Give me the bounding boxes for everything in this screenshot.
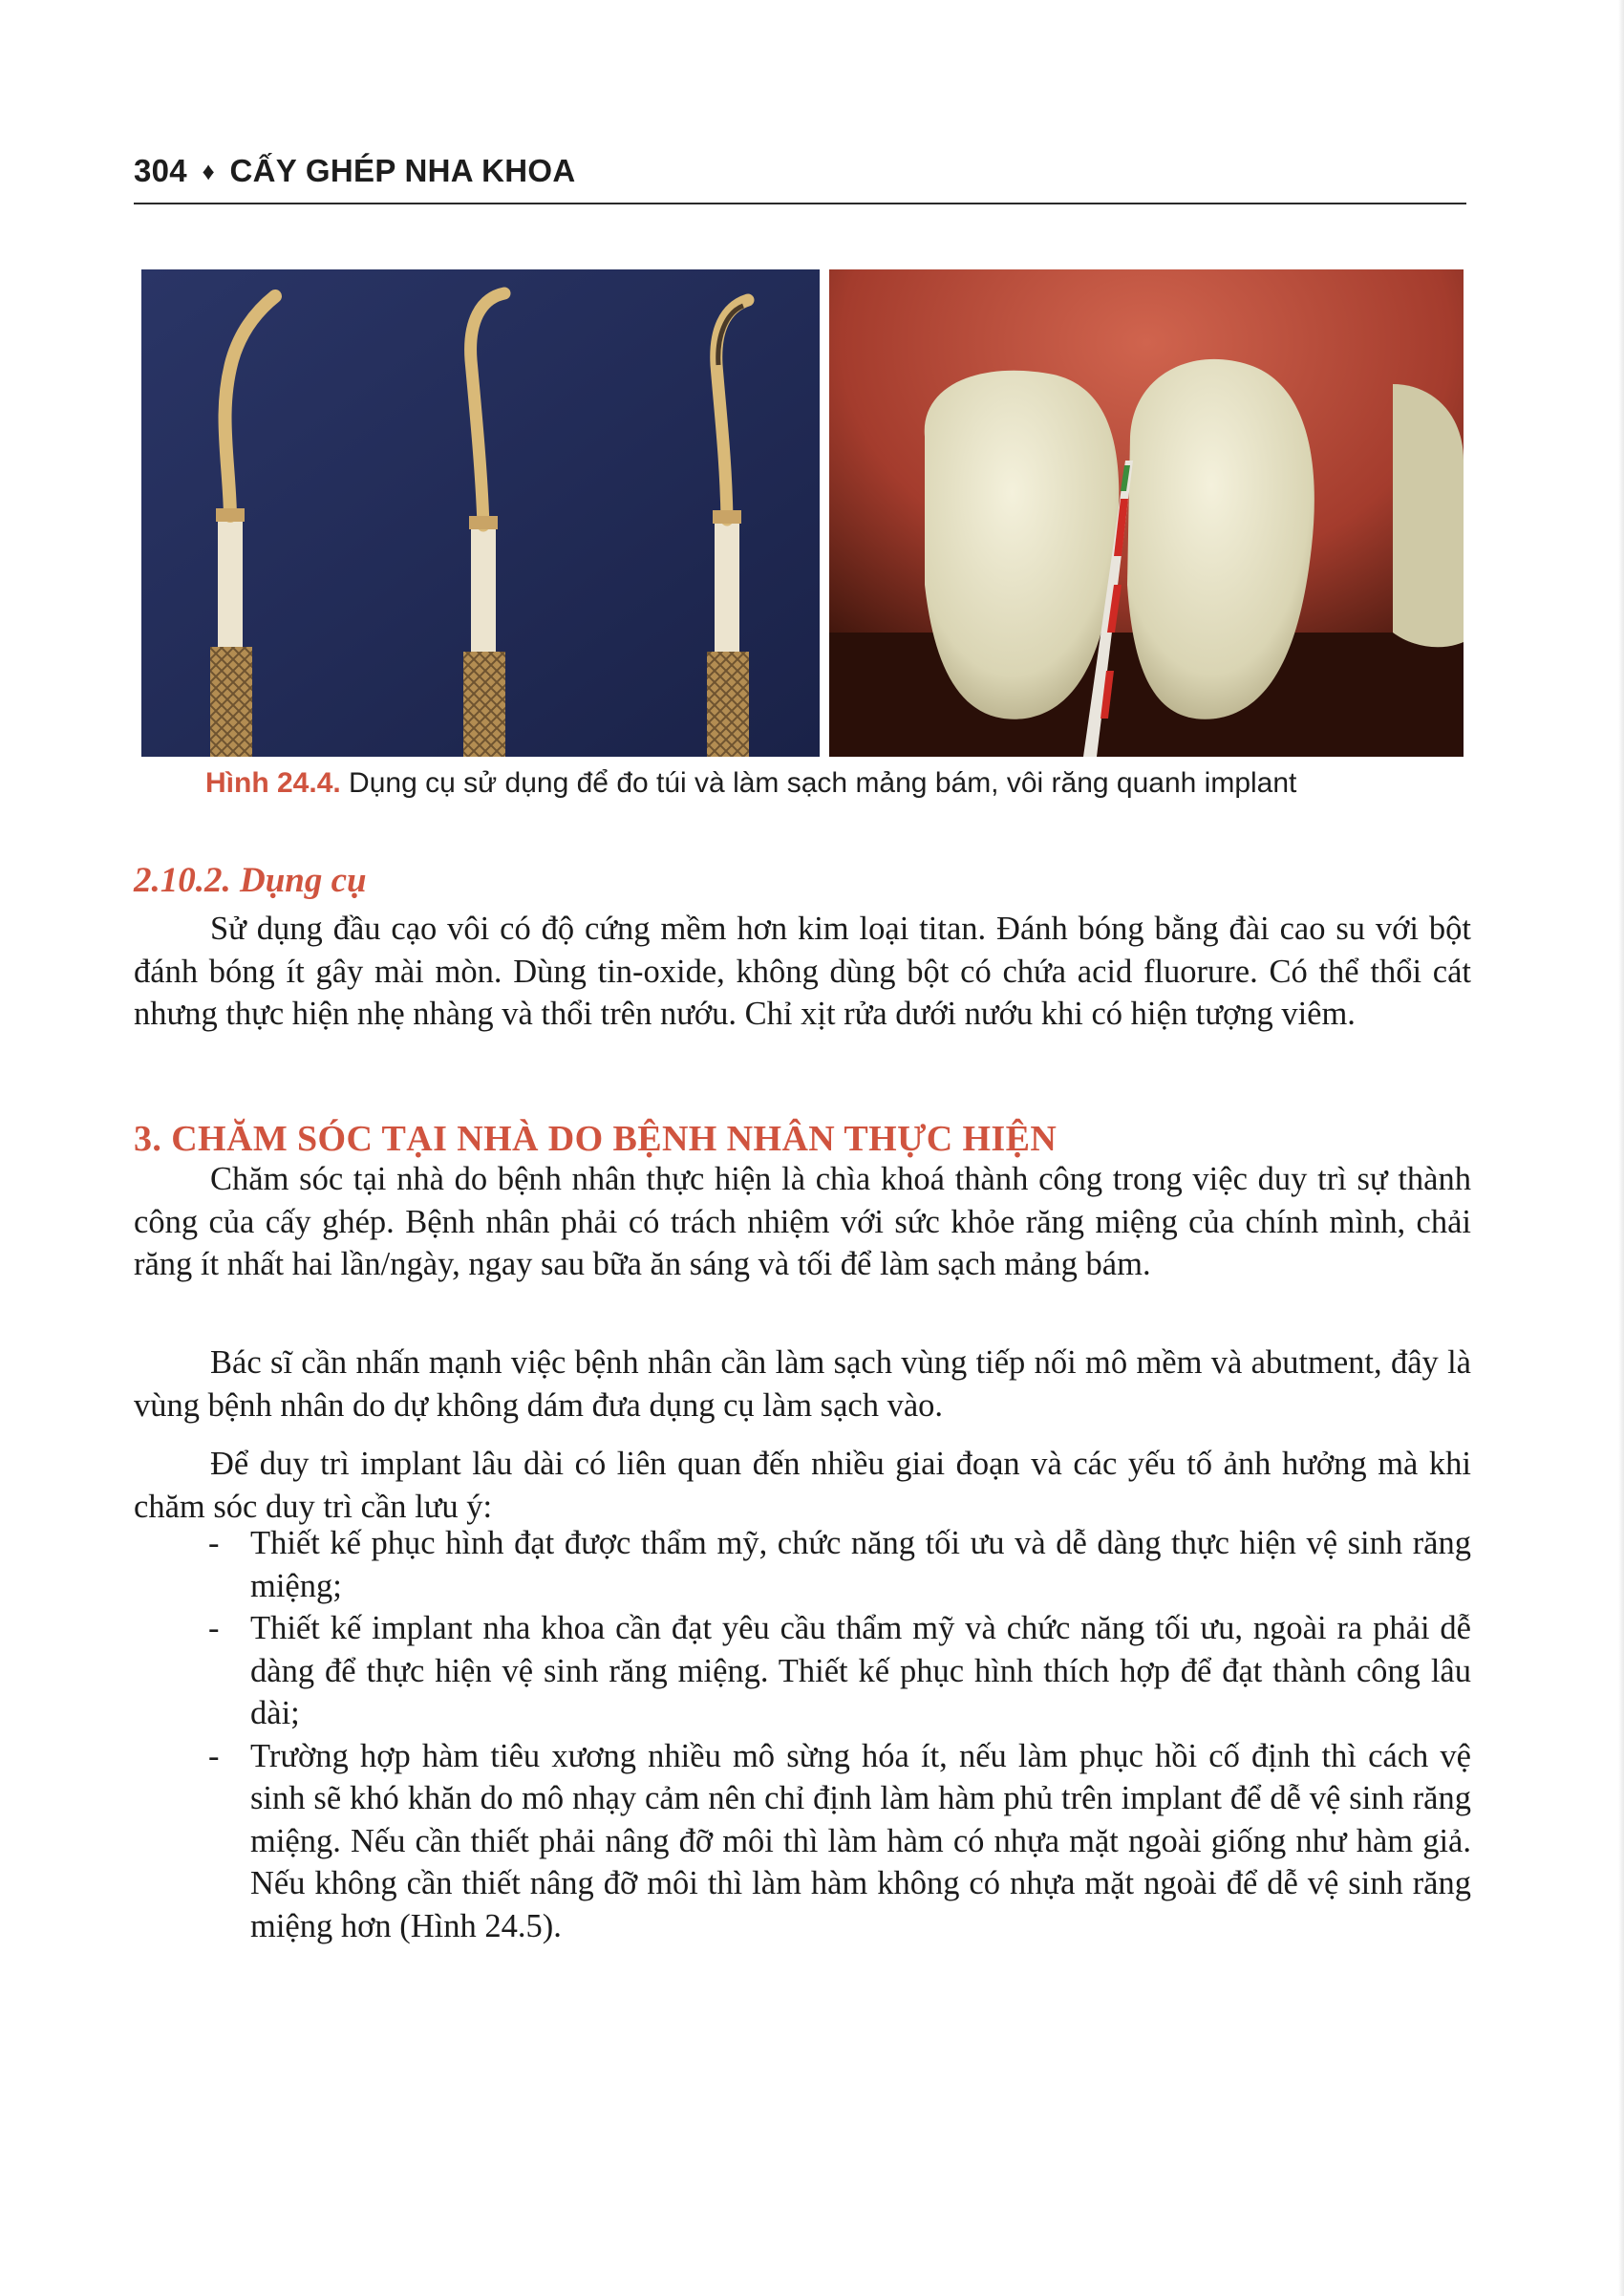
section-heading: 3. CHĂM SÓC TẠI NHÀ DO BỆNH NHÂN THỰC HIỆN xyxy=(134,1119,1058,1159)
list-item-text: Trường hợp hàm tiêu xương nhiều mô sừng hóa ít, nếu làm phục hồi cố định thì cách vệ sinh sẽ khó khăn do mô nhạy cảm nên chỉ định làm hàm phủ trên implant để dễ vệ sinh răng miệng. Nếu cần thiết phải nâng đỡ môi thì làm hàm có nhựa mặt ngoài giống như hàm giả. Nếu không cần thiết nâng đỡ môi thì làm hàm không có nhựa mặt ngoài để dễ vệ sinh răng miệng hơn (Hình 24.5). xyxy=(250,1737,1471,1944)
figure-label: Hình 24.4. xyxy=(205,767,341,799)
home-care-paragraph-3: Để duy trì implant lâu dài có liên quan đến nhiều giai đoạn và các yếu tố ảnh hưởng mà khi chăm sóc duy trì cần lưu ý: xyxy=(134,1446,1471,1525)
instruments-paragraph-block xyxy=(134,908,1471,1036)
list-item-text: Thiết kế implant nha khoa cần đạt yêu cầu thẩm mỹ và chức năng tối ưu, ngoài ra phải dễ dàng để thực hiện vệ sinh răng miệng. Thiết kế phục hình thích hợp để đạt thành công lâu dài; xyxy=(250,1610,1471,1731)
instruments-photo xyxy=(141,269,820,757)
home-care-paragraph-2: Bác sĩ cần nhấn mạnh việc bệnh nhân cần làm sạch vùng tiếp nối mô mềm và abutment, đây là vùng bệnh nhân do dự không dám đưa dụng cụ làm sạch vào. xyxy=(134,1344,1471,1424)
book-title: CẤY GHÉP NHA KHOA xyxy=(229,153,576,188)
page-edge xyxy=(1618,0,1624,2296)
home-care-paragraph-2-block xyxy=(134,1341,1471,1427)
instruments-paragraph: Sử dụng đầu cạo vôi có độ cứng mềm hơn kim loại titan. Đánh bóng bằng đài cao su với bột đánh bóng ít gây mài mòn. Dùng tin-oxide, không dùng bột có chứa acid fluorure. Có thể thổi cát nhưng thực hiện nhẹ nhàng và thổi trên nướu. Chỉ xịt rửa dưới nướu khi có hiện tượng viêm. xyxy=(134,911,1471,1032)
home-care-paragraph-3-block xyxy=(134,1443,1471,1528)
header-rule xyxy=(134,203,1466,204)
bullet-dash: - xyxy=(208,1525,220,1561)
running-header xyxy=(134,153,1466,189)
list-item xyxy=(134,1522,1471,1607)
bullet-dash: - xyxy=(208,1610,220,1646)
home-care-paragraph-1-block xyxy=(134,1158,1471,1286)
subsection-heading: 2.10.2. Dụng cụ xyxy=(134,861,367,900)
list-item xyxy=(134,1735,1471,1948)
list-item xyxy=(134,1607,1471,1735)
probe-photo xyxy=(829,269,1464,757)
page-number: 304 xyxy=(134,153,187,188)
figure-caption xyxy=(205,767,1466,800)
figure-caption-text: Dụng cụ sử dụng để đo túi và làm sạch mảng bám, vôi răng quanh implant xyxy=(340,767,1297,799)
list-item-text: Thiết kế phục hình đạt được thẩm mỹ, chức năng tối ưu và dễ dàng thực hiện vệ sinh răng miệng; xyxy=(250,1525,1471,1604)
home-care-paragraph-1: Chăm sóc tại nhà do bệnh nhân thực hiện là chìa khoá thành công trong việc duy trì sự thành công của cấy ghép. Bệnh nhân phải có trách nhiệm với sức khỏe răng miệng của chính mình, chải răng ít nhất hai lần/ngày, ngay sau bữa ăn sáng và tối để làm sạch mảng bám. xyxy=(134,1161,1471,1282)
maintenance-bullet-list xyxy=(134,1522,1471,1947)
diamond-separator-icon: ♦ xyxy=(202,157,216,185)
bullet-dash: - xyxy=(208,1737,220,1774)
